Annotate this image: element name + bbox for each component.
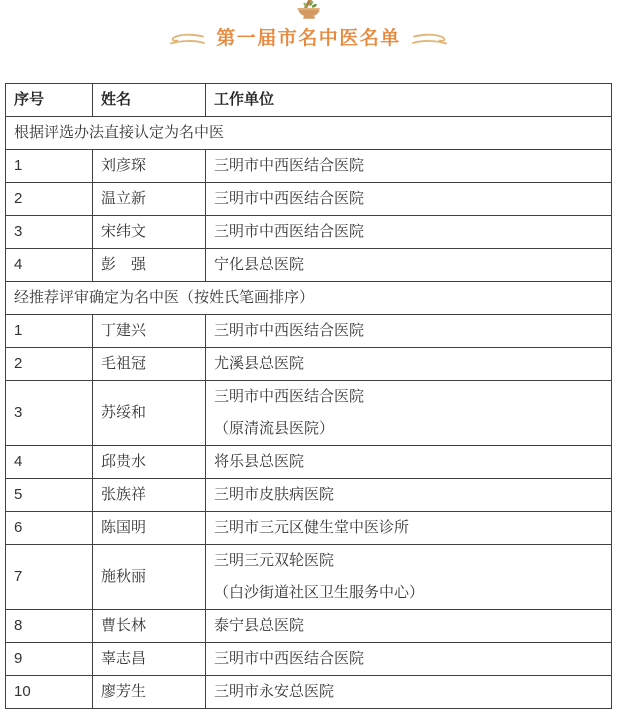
cell-name: 苏绥和 <box>93 381 206 446</box>
cell-name: 辜志昌 <box>93 643 206 676</box>
table-row <box>6 249 612 282</box>
cell-unit <box>206 643 612 676</box>
article-header <box>0 0 617 52</box>
unit-line: （原清流县医院） <box>214 420 335 437</box>
cell-name: 曹长林 <box>93 610 206 643</box>
table-row <box>6 479 612 512</box>
cell-name: 毛祖冠 <box>93 348 206 381</box>
cell-no: 10 <box>6 676 93 709</box>
table-row <box>6 676 612 709</box>
cell-name: 宋纬文 <box>93 216 206 249</box>
table-head <box>6 84 612 117</box>
cell-no: 1 <box>6 150 93 183</box>
section-label: 经推荐评审确定为名中医（按姓氏笔画排序） <box>6 282 612 315</box>
cell-no: 8 <box>6 610 93 643</box>
cell-unit <box>206 249 612 282</box>
cell-unit <box>206 315 612 348</box>
unit-line: 三明市中西医结合医院 <box>214 157 365 174</box>
cell-no: 6 <box>6 512 93 545</box>
page-title: 第一届市名中医名单 <box>216 28 401 49</box>
cell-unit <box>206 512 612 545</box>
column-header-0: 序号 <box>6 84 93 117</box>
unit-line: 三明市中西医结合医院 <box>214 190 365 207</box>
section-row-1 <box>6 282 612 315</box>
unit-line: 三明市中西医结合医院 <box>214 388 365 405</box>
table-row <box>6 216 612 249</box>
table-row <box>6 610 612 643</box>
flourish-right-icon <box>412 33 448 46</box>
table-row <box>6 315 612 348</box>
cell-no: 7 <box>6 545 93 610</box>
cell-no: 2 <box>6 348 93 381</box>
title-line <box>0 26 617 52</box>
unit-line: 将乐县总医院 <box>214 453 305 470</box>
unit-line: 三明市中西医结合医院 <box>214 223 365 240</box>
table-row <box>6 381 612 446</box>
cell-unit <box>206 446 612 479</box>
unit-line: 三明三元双轮医院 <box>214 552 335 569</box>
table-row <box>6 446 612 479</box>
cell-unit <box>206 183 612 216</box>
cell-no: 2 <box>6 183 93 216</box>
unit-line: 三明市三元区健生堂中医诊所 <box>214 519 410 536</box>
cell-name: 陈国明 <box>93 512 206 545</box>
cell-no: 3 <box>6 216 93 249</box>
table-row <box>6 545 612 610</box>
cell-unit <box>206 216 612 249</box>
mortar-pestle-icon <box>0 0 617 23</box>
cell-name: 廖芳生 <box>93 676 206 709</box>
cell-no: 4 <box>6 446 93 479</box>
cell-unit <box>206 610 612 643</box>
unit-line: 三明市中西医结合医院 <box>214 650 365 667</box>
cell-name: 邱贵水 <box>93 446 206 479</box>
header-row <box>6 84 612 117</box>
cell-no: 9 <box>6 643 93 676</box>
cell-name: 施秋丽 <box>93 545 206 610</box>
table-row <box>6 183 612 216</box>
table-row <box>6 643 612 676</box>
table-row <box>6 150 612 183</box>
cell-unit <box>206 150 612 183</box>
cell-no: 3 <box>6 381 93 446</box>
table-body <box>6 117 612 709</box>
section-row-0 <box>6 117 612 150</box>
cell-unit <box>206 348 612 381</box>
unit-line: 三明市皮肤病医院 <box>214 486 335 503</box>
cell-no: 4 <box>6 249 93 282</box>
unit-line: 三明市永安总医院 <box>214 683 335 700</box>
column-header-2: 工作单位 <box>206 84 612 117</box>
cell-no: 1 <box>6 315 93 348</box>
flourish-left-icon <box>169 33 205 46</box>
cell-unit <box>206 381 612 446</box>
cell-name: 刘彦琛 <box>93 150 206 183</box>
unit-line: 三明市中西医结合医院 <box>214 322 365 339</box>
cell-name: 张族祥 <box>93 479 206 512</box>
unit-line: 宁化县总医院 <box>214 256 305 273</box>
table-row <box>6 512 612 545</box>
column-header-1: 姓名 <box>93 84 206 117</box>
cell-name: 丁建兴 <box>93 315 206 348</box>
cell-unit <box>206 545 612 610</box>
cell-no: 5 <box>6 479 93 512</box>
table-row <box>6 348 612 381</box>
section-label: 根据评选办法直接认定为名中医 <box>6 117 612 150</box>
unit-line: 泰宁县总医院 <box>214 617 305 634</box>
cell-name: 温立新 <box>93 183 206 216</box>
cell-unit <box>206 676 612 709</box>
tcm-doctors-table <box>5 83 612 709</box>
unit-line: （白沙街道社区卫生服务中心） <box>214 584 425 601</box>
cell-unit <box>206 479 612 512</box>
unit-line: 尤溪县总医院 <box>214 355 305 372</box>
cell-name: 彭 强 <box>93 249 206 282</box>
